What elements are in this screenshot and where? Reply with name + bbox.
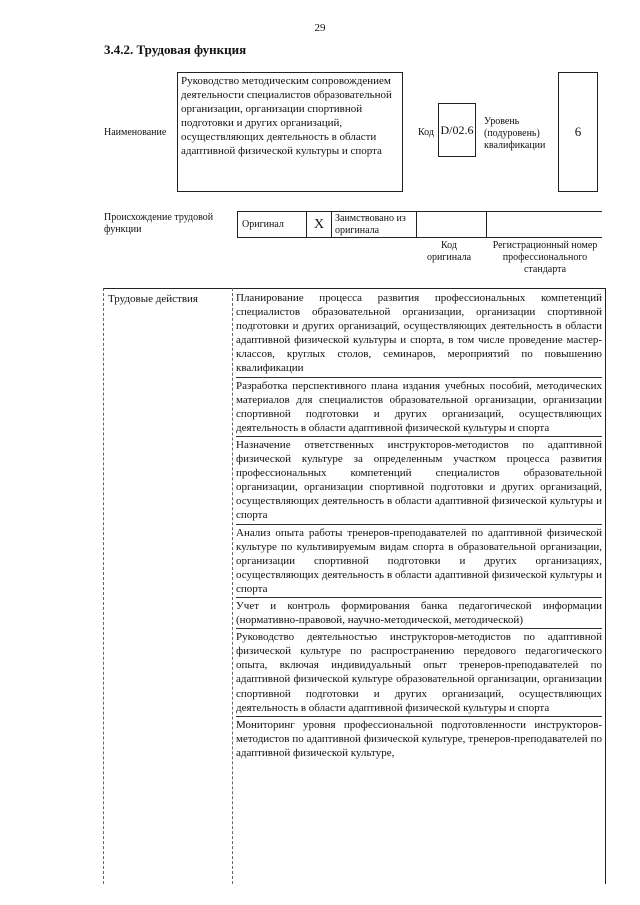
labor-action-item: Анализ опыта работы тренеров-преподавателей по адаптивной физической культуре по культивируемым видам спорта в образовательной организации, организации спортивной подготовки и других организациях, осуществляющих деятельность в области адаптивной физической культуры и спорта: [236, 525, 602, 598]
code-label: Код: [418, 127, 434, 138]
labor-action-item: Назначение ответственных инструкторов-методистов по адаптивной физической культуре за определенным участком процесса развития профессиональных компетенций специалистов образовательной организации, организации спортивной подготовки и других организаций, осуществляющих деятельность в области адаптивной физической культуры и спорта: [236, 437, 602, 525]
original-code-label: Код оригинала: [426, 240, 472, 263]
labor-action-item: Разработка перспективного плана издания учебных пособий, методических материалов для специалистов образовательной организации, организации спортивной подготовки и других организаций, осуществляющих деятельность в области адаптивной физической культуры и спорта: [236, 378, 602, 437]
reg-number-cell: [486, 211, 602, 238]
function-code-box: D/02.6: [438, 103, 476, 157]
table-column-divider: [232, 288, 233, 884]
original-mark-cell: [306, 211, 332, 238]
page-number: 29: [314, 22, 326, 34]
labor-actions-list: [236, 290, 602, 761]
original-cell: [237, 211, 307, 238]
borrowed-label: Заимствовано из оригинала: [335, 213, 406, 236]
name-label: Наименование: [104, 127, 167, 138]
borrowed-cell: [331, 211, 417, 238]
labor-action-item: Учет и контроль формирования банка педагогической информации (нормативно-правовой, научно-методической, методической): [236, 598, 602, 629]
section-title: 3.4.2. Трудовая функция: [104, 42, 247, 57]
labor-action-item: Планирование процесса развития профессиональных компетенций специалистов образовательной организации, организации спортивной подготовки и других организаций, осуществляющих деятельность в области адаптивной физической культуры и спорта, в том числе проведение мастер-классов, круглых столов, семинаров, мероприятий по повышению квалификации: [236, 290, 602, 378]
labor-actions-label: Трудовые действия: [108, 293, 198, 305]
labor-action-item: Руководство деятельностью инструкторов-методистов по адаптивной физической культуре по распространению передового педагогического опыта, включая индивидуальный опыт тренеров-преподавателей по адаптивной физической культуре образовательной организации, организации спортивной подготовки и других организаций, осуществляющих деятельность в области адаптивной физической культуры и спорта: [236, 629, 602, 717]
original-label: Оригинал: [242, 219, 284, 230]
qualification-level-box: 6: [558, 72, 598, 192]
function-name-box: Руководство методическим сопровождением деятельности специалистов образовательной организации, организации спортивной подготовки и других организаций, осуществляющих деятельность в области адаптивной физической культуры и спорта: [177, 72, 403, 192]
reg-number-label: Регистрационный номер профессионального стандарта: [492, 240, 598, 275]
labor-action-item: Мониторинг уровня профессиональной подготовленности инструкторов-методистов по адаптивной физической культуре, тренеров-преподавателей по адаптивной физической культуре,: [236, 718, 602, 759]
origin-label: Происхождение трудовой функции: [104, 212, 214, 235]
original-mark: X: [314, 217, 325, 232]
level-label: Уровень (подуровень) квалификации: [484, 116, 546, 151]
original-code-cell: [416, 211, 486, 238]
